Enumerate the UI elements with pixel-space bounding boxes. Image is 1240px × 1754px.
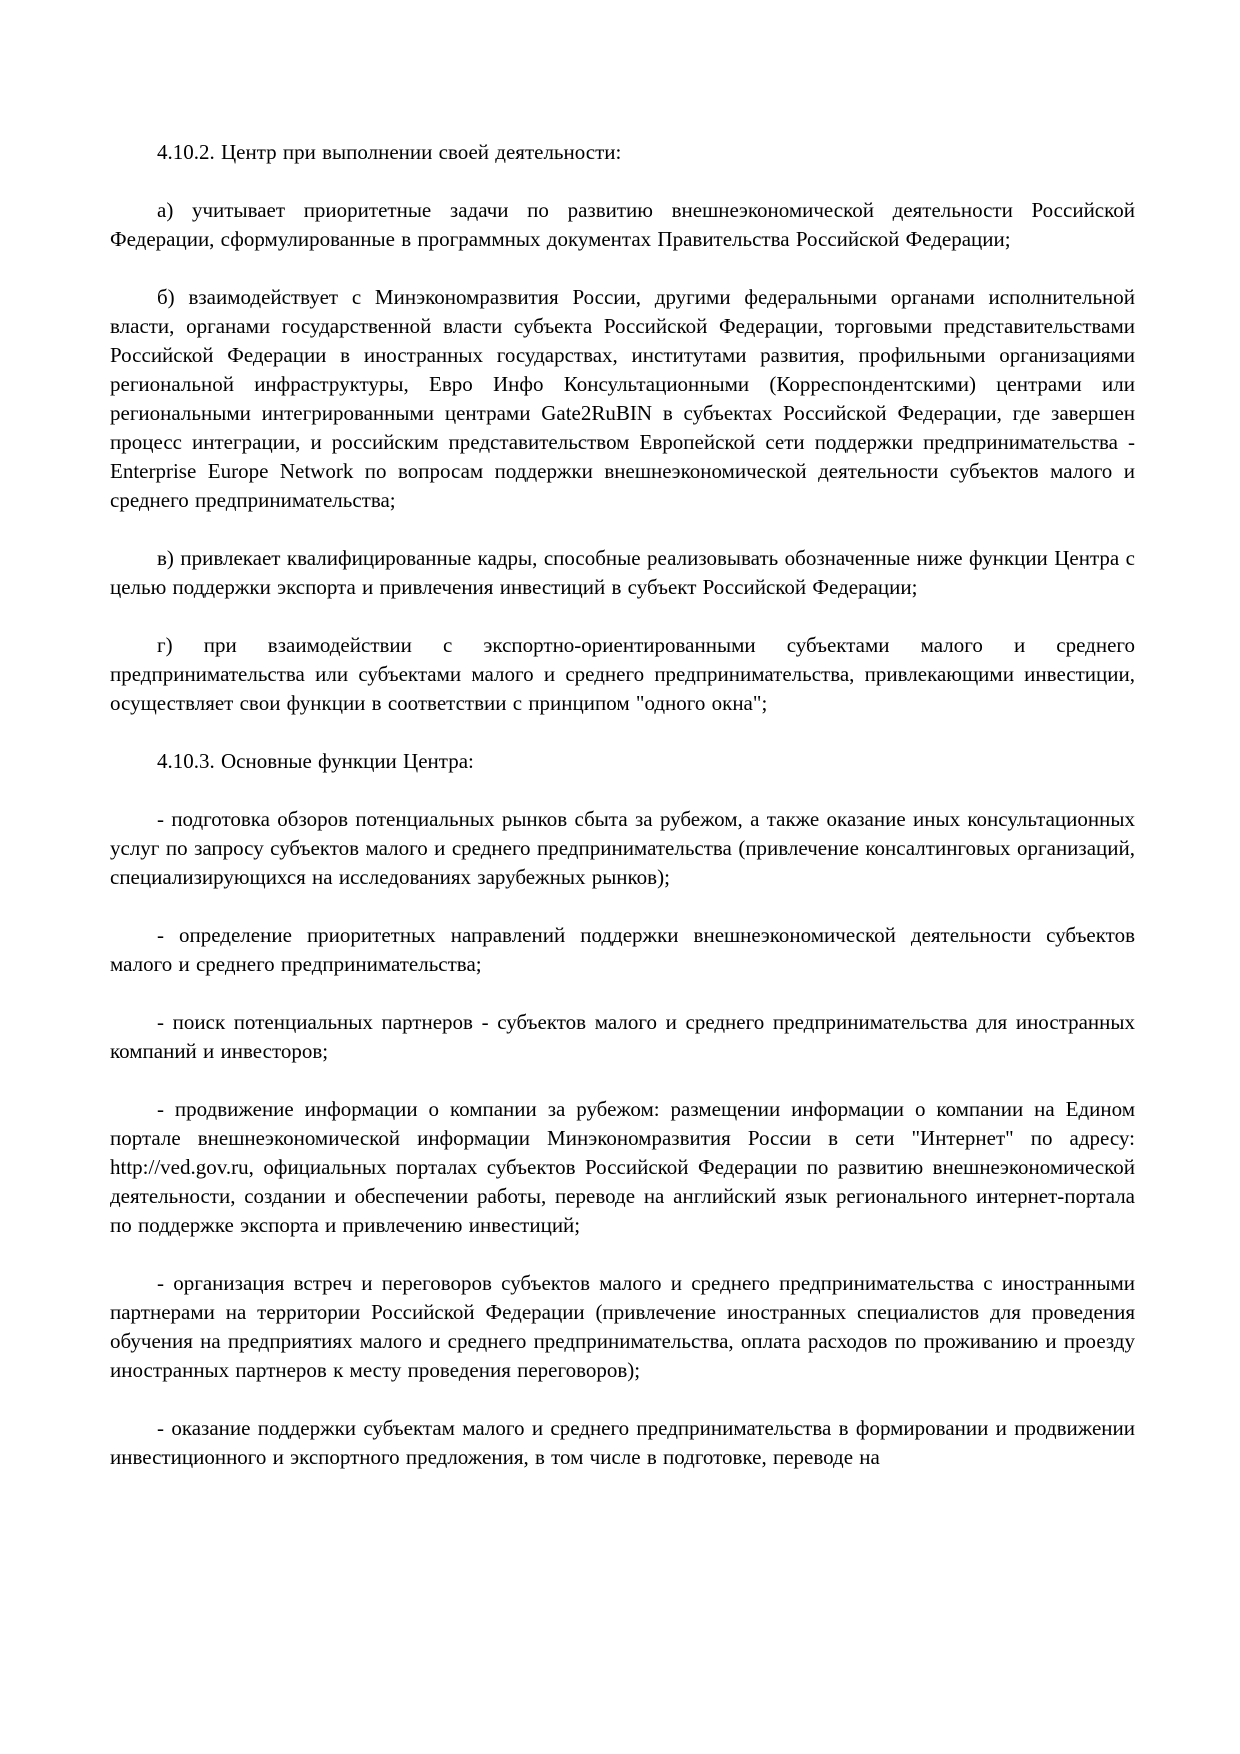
clause-g: г) при взаимодействии с экспортно-ориентированными субъектами малого и среднего предпринимательства или субъектами малого и среднего предпринимательства, привлекающими инвестиции, осуществляет свои функции в соответствии с принципом "одного окна";: [110, 633, 1135, 715]
function-item-priority-directions: - определение приоритетных направлений поддержки внешнеэкономической деятельности субъектов малого и среднего предпринимательства;: [110, 923, 1135, 976]
clause-v: в) привлекает квалифицированные кадры, способные реализовывать обозначенные ниже функции Центра с целью поддержки экспорта и привлечения инвестиций в субъект Российской Федерации;: [110, 546, 1135, 599]
section-heading-4-10-3: 4.10.3. Основные функции Центра:: [157, 749, 474, 773]
function-item-market-reviews: - подготовка обзоров потенциальных рынков сбыта за рубежом, а также оказание иных консультационных услуг по запросу субъектов малого и среднего предпринимательства (привлечение консалтинговых организаций, специализирующихся на исследованиях зарубежных рынков);: [110, 807, 1135, 889]
clause-a: а) учитывает приоритетные задачи по развитию внешнеэкономической деятельности Российской Федерации, сформулированные в программных документах Правительства Российской Федерации;: [110, 198, 1135, 251]
function-item-meetings-organization: - организация встреч и переговоров субъектов малого и среднего предпринимательства с иностранными партнерами на территории Российской Федерации (привлечение иностранных специалистов для проведения обучения на предприятиях малого и среднего предпринимательства, оплата расходов по проживанию и проезду иностранных партнеров к месту проведения переговоров);: [110, 1271, 1135, 1382]
clause-b: б) взаимодействует с Минэкономразвития России, другими федеральными органами исполнительной власти, органами государственной власти субъекта Российской Федерации, торговыми представительствами Российской Федерации в иностранных государствах, институтами развития, профильными организациями региональной инфраструктуры, Евро Инфо Консультационными (Корреспондентскими) центрами или региональными интегрированными центрами Gate2RuBIN в субъектах Российской Федерации, где завершен процесс интеграции, и российским представительством Европейской сети поддержки предпринимательства - Enterprise Europe Network по вопросам поддержки внешнеэкономической деятельности субъектов малого и среднего предпринимательства;: [110, 285, 1135, 512]
function-item-partner-search: - поиск потенциальных партнеров - субъектов малого и среднего предпринимательства для иностранных компаний и инвесторов;: [110, 1010, 1135, 1063]
function-item-export-proposal-support: - оказание поддержки субъектам малого и среднего предпринимательства в формировании и продвижении инвестиционного и экспортного предложения, в том числе в подготовке, переводе на: [110, 1416, 1135, 1469]
function-item-company-promotion: - продвижение информации о компании за рубежом: размещении информации о компании на Едином портале внешнеэкономической информации Минэкономразвития России в сети "Интернет" по адресу: http://ved.gov.ru, официальных порталах субъектов Российской Федерации по развитию внешнеэкономической деятельности, создании и обеспечении работы, переводе на английский язык регионального интернет-портала по поддержке экспорта и привлечению инвестиций;: [110, 1097, 1135, 1237]
section-heading-4-10-2: 4.10.2. Центр при выполнении своей деятельности:: [157, 140, 622, 164]
